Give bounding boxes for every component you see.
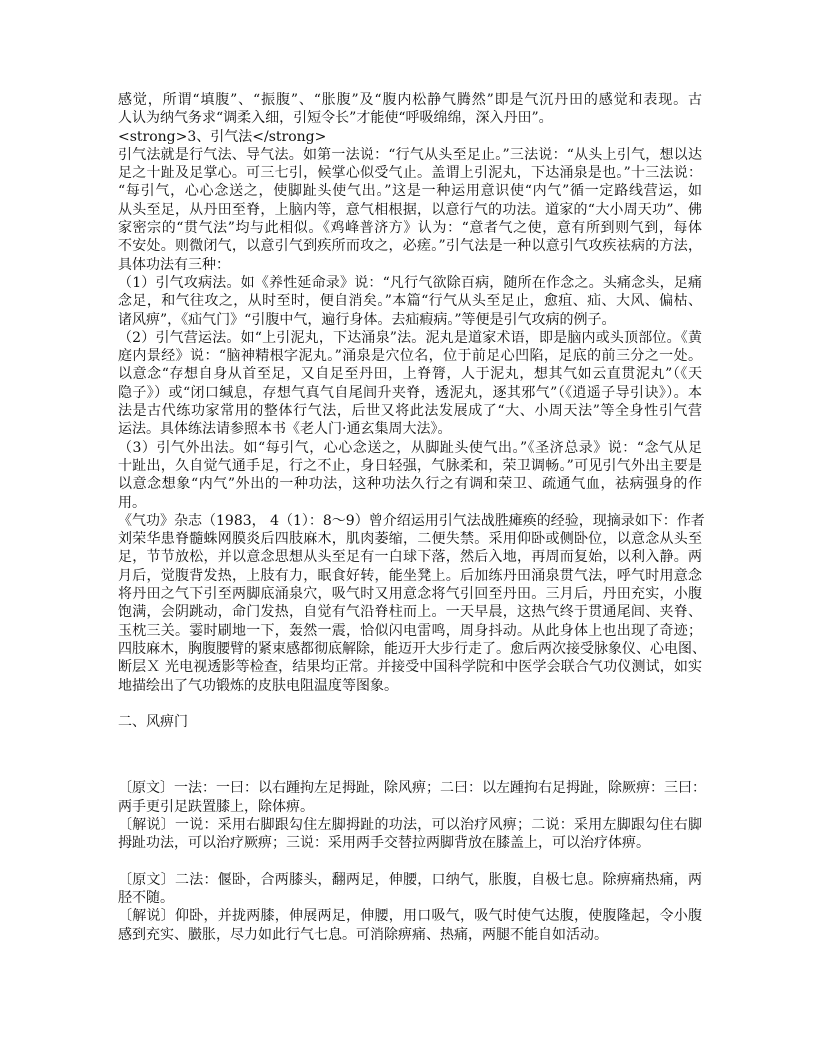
text-line: 足之十趾及足掌心。可三七引，候掌心似受气止。盖谓上引泥丸，下达涌泉是也。”十三法说： xyxy=(118,165,702,182)
text-line: 断层Ｘ 光电视透影等检查，结果均正常。并接受中国科学院和中医学会联合气功仪测试，如实 xyxy=(118,659,702,676)
text-line: （3）引气外出法。如“每引气，心心念送之，从脚趾头使气出。”《圣济总录》说：“念气从足 xyxy=(118,439,702,456)
paragraph xyxy=(118,816,702,853)
paragraph xyxy=(118,512,706,695)
text-line: 用。 xyxy=(118,494,146,511)
text-line: <strong>3、引气法</strong> xyxy=(118,128,327,145)
document-body xyxy=(118,91,706,944)
text-line: 感觉，所谓“填腹”、“振腹”、“胀腹”及“腹内松静气腾然”即是气沉丹田的感觉和表现。古 xyxy=(118,92,702,108)
text-line: 两手更引足趺置膝上，除体痹。 xyxy=(118,798,314,815)
text-line: 十趾出，久自觉气通手足，行之不止，身日轻强，气脉柔和，荣卫调畅。”可见引气外出主要是 xyxy=(118,457,702,474)
text-line: （2）引气营运法。如“上引泥丸，下达涌泉”法。泥丸是道家术语，即是脑内或头顶部位。《黄 xyxy=(118,329,702,346)
paragraph xyxy=(118,128,702,146)
text-line: 二、风痹门 xyxy=(118,714,188,731)
text-line: 将丹田之气下引至两脚底涌泉穴，吸气时又用意念将气引回至丹田。三月后，丹田充实，小腹 xyxy=(118,586,702,603)
paragraph-spacer xyxy=(118,695,702,713)
paragraph-spacer xyxy=(118,731,702,779)
text-line: 地描绘出了气功锻炼的皮肤电阻温度等图象。 xyxy=(118,677,398,694)
text-line: 〔解说〕仰卧，并拢两膝，伸展两足，伸腰，用口吸气，吸气时使气达腹，使腹隆起，令小腹 xyxy=(118,908,702,925)
text-line: 足，节节放松，并以意念思想从头至足有一白球下落，然后入地，再周而复始，以利入静。两 xyxy=(118,549,702,566)
text-line: 刘荣华患脊髓蛛网膜炎后四肢麻木，肌肉萎缩，二便失禁。采用仰卧或侧卧位，以意念从头至 xyxy=(118,531,702,548)
text-line: 《气功》杂志（1983， 4（1）：8～9）曾介绍运用引气法战胜瘫痪的经验，现摘录如下：作者 xyxy=(118,512,705,529)
text-line: 以意念“存想自身从首至足，又自足至丹田，上脊膂，人于泥丸，想其气如云直贯泥丸”（《天 xyxy=(118,366,702,383)
text-line: 运法。具体练法请参照本书《老人门·通玄集周大法》。 xyxy=(118,421,452,438)
text-line: 以意念想象“内气”外出的一种功法，这种功法久行之有调和荣卫、疏通气血，祛病强身的作 xyxy=(118,476,702,493)
text-line: 不安处。则微闭气，以意引气到疾所而攻之，必瘥。”引气法是一种以意引气攻疾祛病的方法， xyxy=(118,238,702,255)
text-line: 饱满，会阴跳动，命门发热，自觉有气沿脊柱而上。一天早晨，这热气终于贯通尾闾、夹脊、 xyxy=(118,604,702,621)
text-line: 〔原文〕二法：偃卧，合两膝头，翻两足，伸腰，口纳气，胀腹，自极七息。除痹痛热痛，两 xyxy=(118,871,702,888)
text-line: 引气法就是行气法、导气法。如第一法说：“行气从头至足止。”三法说：“从头上引气，想以达 xyxy=(118,146,702,163)
text-line: （1）引气攻病法。如《养性延命录》说：“凡行气欲除百病，随所在作念之。头痛念头，足痛 xyxy=(118,274,702,291)
text-line: 法是古代练功家常用的整体行气法，后世又将此法发展成了“大、小周天法”等全身性引气营 xyxy=(118,403,702,420)
text-line: 感到充实、臌胀，尽力如此行气七息。可消除痹痛、热痛，两腿不能自如活动。 xyxy=(118,926,608,943)
text-line: 胫不随。 xyxy=(118,890,174,907)
paragraph xyxy=(118,146,702,274)
text-line: 玉枕三关。霎时刷地一下，轰然一震，恰似闪电雷鸣，周身抖动。从此身体上也出现了奇迹； xyxy=(118,622,702,639)
paragraph xyxy=(118,91,702,128)
paragraph xyxy=(118,713,702,731)
text-line: 〔解说〕一说：采用右脚跟勾住左脚拇趾的功法，可以治疗风痹；二说：采用左脚跟勾住右脚 xyxy=(118,816,702,833)
text-line: 〔原文〕一法：一曰：以右踵拘左足拇趾，除风痹；二曰：以左踵拘右足拇趾，除厥痹：三曰： xyxy=(118,780,706,797)
paragraph xyxy=(118,871,702,908)
text-line: 家密宗的“贯气法”均与此相似。《鸡峰普济方》认为：“意者气之使，意有所到则气到，每体 xyxy=(118,220,702,237)
text-line: 人认为纳气务求“调柔入细，引短令长”才能使“呼吸绵绵，深入丹田”。 xyxy=(118,110,553,127)
text-line: 四肢麻木，胸腹腰臂的紧束感都彻底解除，能迈开大步行走了。愈后两次接受脉象仪、心电图、 xyxy=(118,640,706,657)
text-line: 月后，觉腹背发热，上肢有力，眠食好转，能坐凳上。后加练丹田涌泉贯气法，呼气时用意念 xyxy=(118,567,702,584)
paragraph xyxy=(118,779,706,816)
paragraph xyxy=(118,439,702,512)
text-line: 具体功法有三种： xyxy=(118,256,230,273)
text-line: 念足，和气往攻之，从时至时，便自消矣。”本篇“行气从头至足止，愈疽、疝、大风、偏枯、 xyxy=(118,293,702,310)
paragraph-spacer xyxy=(118,853,702,871)
text-line: “每引气，心心念送之，使脚趾头使气出。”这是一种运用意识使“内气”循一定路线营运，如 xyxy=(118,183,702,200)
text-line: 隐子》）或“闭口缄息，存想气真气自尾闾升夹脊，透泥丸，逐其邪气”（《逍遥子导引诀》）。本 xyxy=(118,384,702,401)
text-line: 拇趾功法，可以治疗厥痹；三说：采用两手交替拉两脚背放在膝盖上，可以治疗体痹。 xyxy=(118,835,650,852)
paragraph xyxy=(118,274,702,329)
text-line: 庭内景经》说：“脑神精根字泥丸。”涌泉是穴位名，位于前足心凹陷，足底的前三分之一处。 xyxy=(118,348,702,365)
text-line: 从头至足，从丹田至脊，上脑内等，意气相根据，以意行气的功法。道家的“大小周天功”、佛 xyxy=(118,201,702,218)
text-line: 诸风痹”，《疝气门》“引腹中气，遍行身体。去疝瘕病。”等便是引气攻病的例子。 xyxy=(118,311,616,328)
paragraph xyxy=(118,329,702,439)
paragraph xyxy=(118,907,702,944)
